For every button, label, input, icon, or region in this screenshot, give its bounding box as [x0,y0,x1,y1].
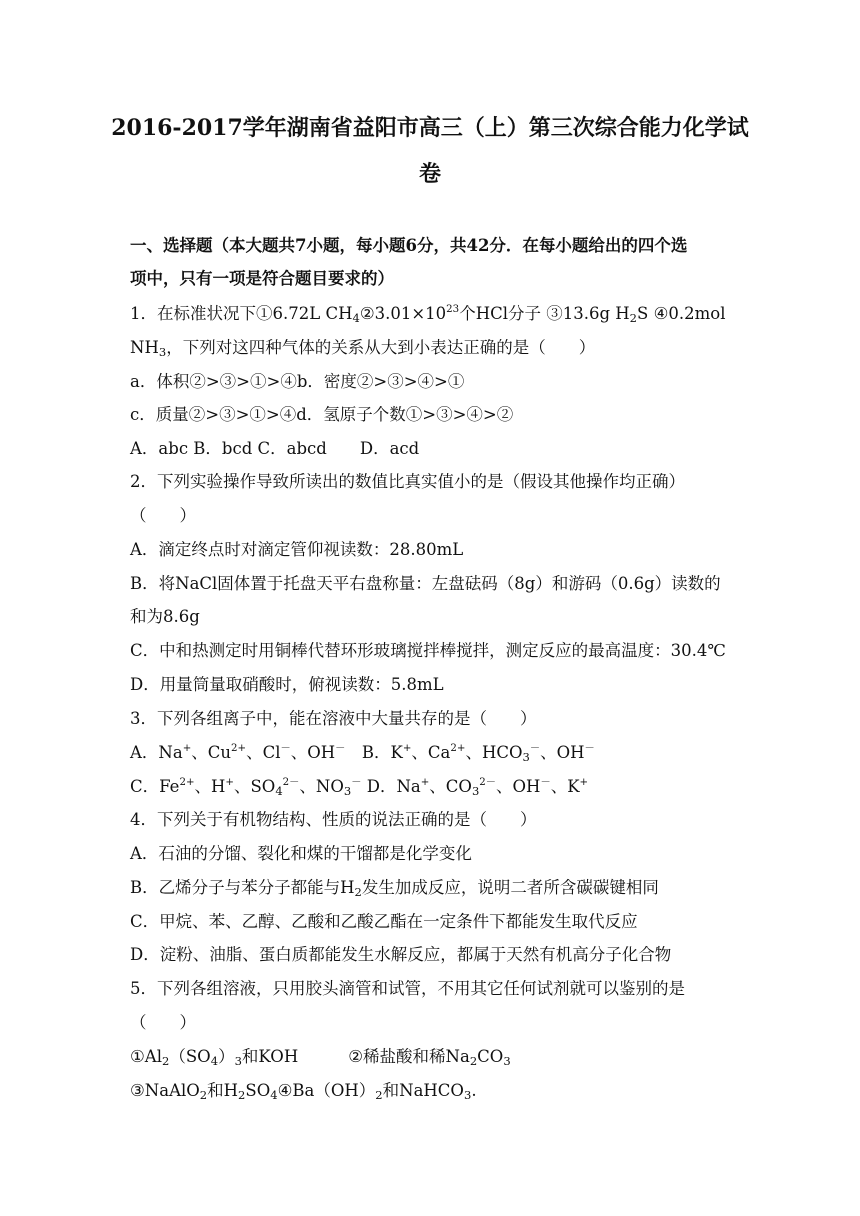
question-3-options-cd: C．$Fe^{2+}$、H+、$SO_4^{2-}$、$NO_3^-$ D．Na+、$CO_3^{2-}$、OH－、K+ [130,777,589,798]
question-1-stem-line-1: 1．在标准状况下①6.72L $CH_4②3.01\times 10^{23}$个HCl分子 ③13.6g $H_2S$ ④0.2mol [130,304,726,325]
question-2-option-d: D．用量筒量取硝酸时，俯视读数：5.8mL [130,675,444,694]
question-4-option-d: D．淀粉、油脂、蛋白质都能发生水解反应，都属于天然有机高分子化合物 [130,945,672,964]
section-heading-line-2: 项中，只有一项是符合题目要求的） [130,269,394,288]
question-5-stem-line-2: （ ） [130,1013,196,1032]
question-2-stem-line-1: 2．下列实验操作导致所读出的数值比真实值小的是（假设其他操作均正确） [130,472,685,491]
question-5-stem-line-1: 5．下列各组溶液，只用胶头滴管和试管，不用其它任何试剂就可以鉴别的是 [130,979,685,998]
question-2-option-c: C．中和热测定时用铜棒代替环形玻璃搅拌棒搅拌，测定反应的最高温度：30.4℃ [130,641,726,660]
question-2-stem-line-2: （ ） [130,506,196,525]
question-1-stem-line-2: $NH_3$，下列对这四种气体的关系从大到小表达正确的是（ ） [130,338,596,359]
question-4-stem: 4．下列关于有机物结构、性质的说法正确的是（ ） [130,810,537,829]
question-5-items-1-2 [130,1049,511,1066]
question-4-option-c: C．甲烷、苯、乙醇、乙酸和乙酸乙酯在一定条件下都能发生取代反应 [130,912,638,931]
question-2-option-a: A．滴定终点时对滴定管仰视读数：28.80mL [130,540,464,559]
question-4-option-b: B．乙烯分子与苯分子都能与$H_2$发生加成反应，说明二者所含碳碳键相同 [130,878,659,899]
question-5-items-3-4: ③NaAlO$_2$和$H_2SO_4④Ba(OH)_2$和NaHCO$_3$. [130,1081,477,1102]
question-2-option-b-line-1: B．将NaCl固体置于托盘天平右盘称量：左盘砝码（8g）和游码（0.6g）读数的 [130,574,721,593]
question-1-options: A．abc B．bcd C．abcd D．acd [130,439,420,458]
question-1-item-cd: c．质量②>③>①>④d．氢原子个数①>③>④>② [130,405,514,424]
question-5-item-1: $①Al_2(SO_4)_3$和KOH [130,1047,299,1068]
question-4-option-a: A．石油的分馏、裂化和煤的干馏都是化学变化 [130,844,472,863]
question-3-options-ab: A．Na+、$Cu^{2+}$、Cl－、OH－ B．K+、$Ca^{2+}$、$HCO_3^-$、OH－ [130,743,595,764]
document-title-line-1: 2016-2017学年湖南省益阳市高三（上）第三次综合能力化学试 [111,115,749,141]
document-title-line-2: 卷 [418,161,441,187]
question-5-item-2: ②稀盐酸和稀$Na_2CO_3$ [348,1047,511,1068]
question-3-stem: 3．下列各组离子中，能在溶液中大量共存的是（ ） [130,709,537,728]
section-heading-line-1: 一、选择题（本大题共7小题，每小题6分，共42分．在每小题给出的四个选 [130,236,688,255]
question-2-option-b-line-2: 和为8.6g [130,607,200,626]
question-1-item-ab: a．体积②>③>①>④b．密度②>③>④>① [130,372,465,391]
